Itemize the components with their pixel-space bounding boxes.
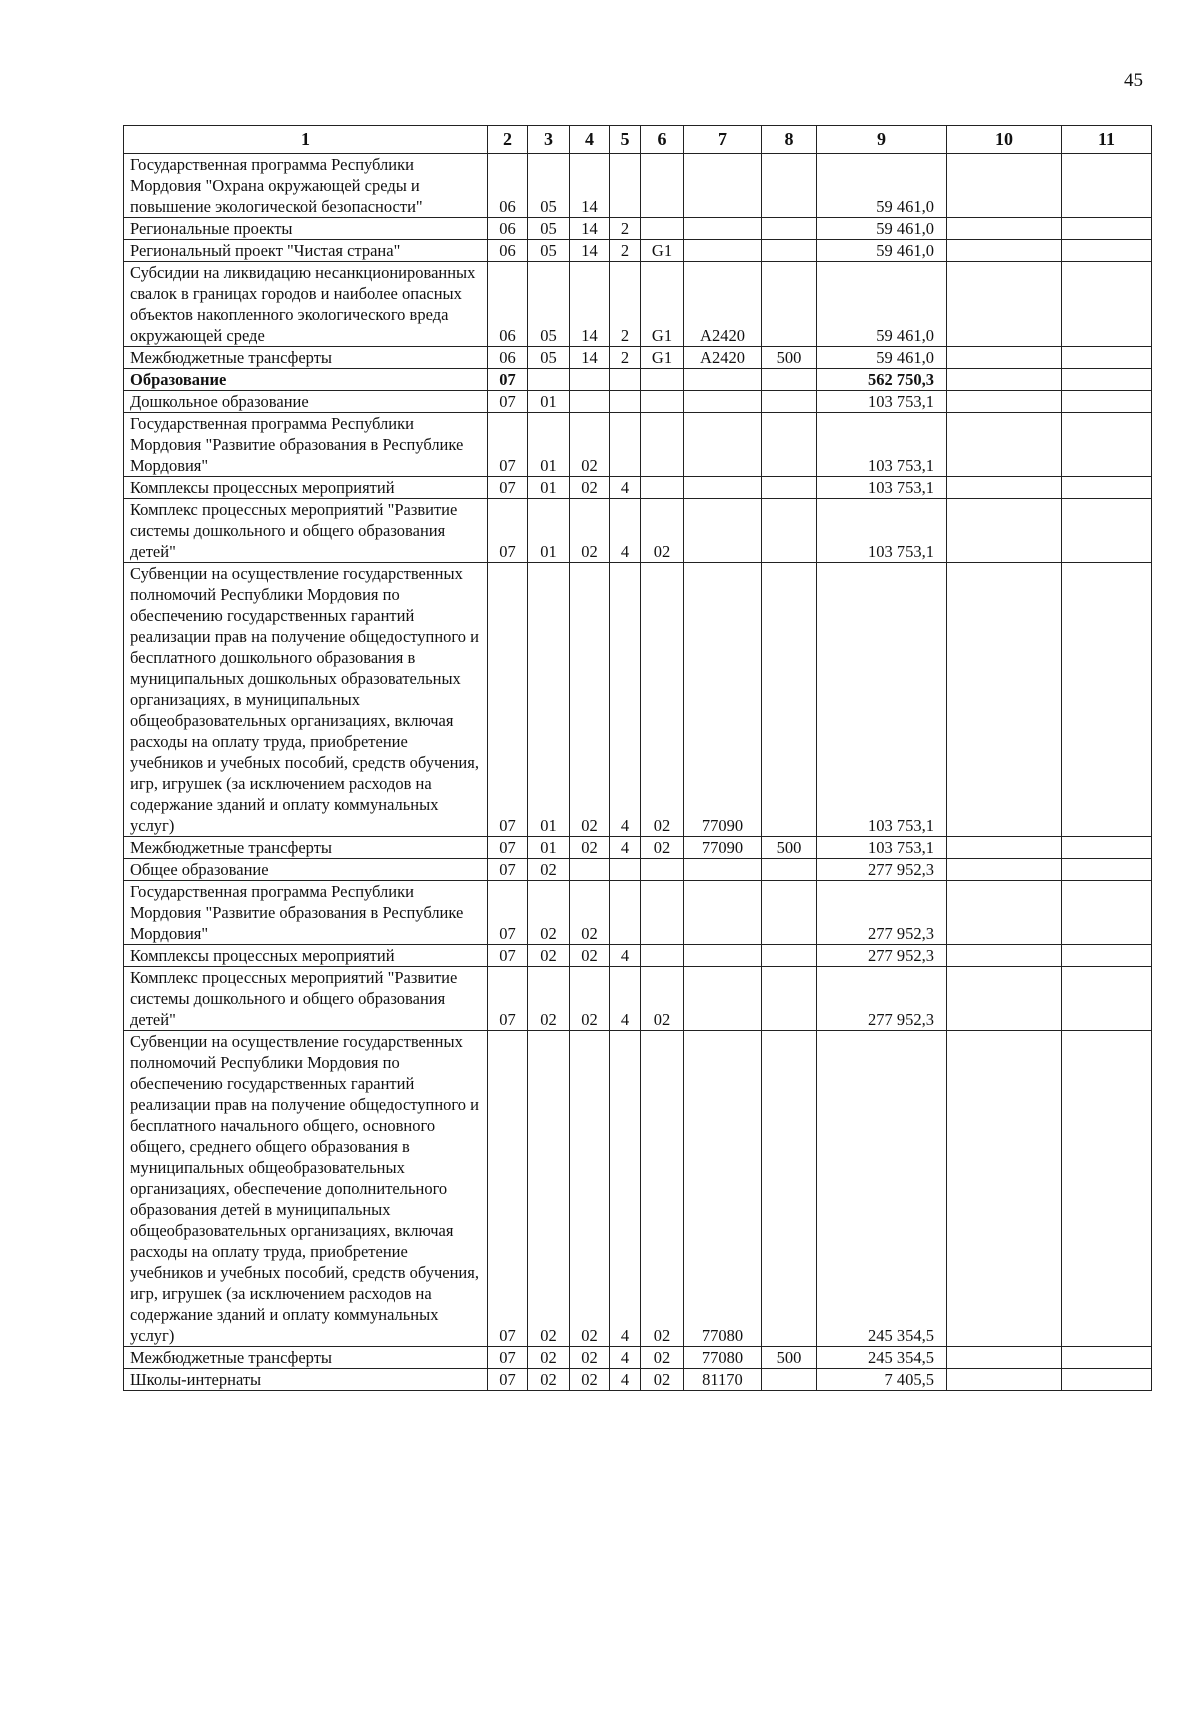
row-name-cell: Комплексы процессных мероприятий <box>124 945 488 967</box>
code-cell <box>684 413 762 477</box>
row-name-cell: Государственная программа Республики Мордовия "Развитие образования в Республике Мордовия" <box>124 881 488 945</box>
page-number: 45 <box>1124 70 1143 91</box>
code-cell: 07 <box>488 369 528 391</box>
code-cell <box>610 413 641 477</box>
code-cell <box>762 881 817 945</box>
code-cell <box>610 154 641 218</box>
code-cell: 02 <box>641 499 684 563</box>
code-cell: 02 <box>570 413 610 477</box>
code-cell <box>762 859 817 881</box>
code-cell: 05 <box>528 218 570 240</box>
amount-cell: 59 461,0 <box>817 240 947 262</box>
code-cell <box>684 859 762 881</box>
code-cell: 02 <box>528 1347 570 1369</box>
table-row <box>124 218 1152 240</box>
row-name-cell: Межбюджетные трансферты <box>124 347 488 369</box>
code-cell <box>947 563 1062 837</box>
code-cell: 07 <box>488 391 528 413</box>
code-cell <box>762 240 817 262</box>
code-cell <box>947 391 1062 413</box>
code-cell <box>762 499 817 563</box>
code-cell <box>641 881 684 945</box>
table-row <box>124 262 1152 347</box>
code-cell: 07 <box>488 1347 528 1369</box>
row-name-cell: Государственная программа Республики Мордовия "Охрана окружающей среды и повышение экологической безопасности" <box>124 154 488 218</box>
code-cell <box>610 391 641 413</box>
code-cell <box>947 347 1062 369</box>
code-cell <box>1062 967 1152 1031</box>
amount-cell: 103 753,1 <box>817 499 947 563</box>
code-cell: 02 <box>528 859 570 881</box>
code-cell <box>947 1031 1062 1347</box>
column-header: 1 <box>124 126 488 154</box>
code-cell: 14 <box>570 154 610 218</box>
row-name-cell: Межбюджетные трансферты <box>124 1347 488 1369</box>
table-row <box>124 1347 1152 1369</box>
code-cell: 02 <box>570 967 610 1031</box>
code-cell <box>1062 859 1152 881</box>
code-cell <box>762 1031 817 1347</box>
row-name-cell: Комплекс процессных мероприятий "Развитие системы дошкольного и общего образования детей" <box>124 967 488 1031</box>
code-cell: 4 <box>610 945 641 967</box>
code-cell: 500 <box>762 1347 817 1369</box>
table-row <box>124 391 1152 413</box>
amount-cell: 103 753,1 <box>817 477 947 499</box>
code-cell: 77080 <box>684 1031 762 1347</box>
table-row <box>124 881 1152 945</box>
code-cell <box>762 967 817 1031</box>
code-cell <box>947 154 1062 218</box>
row-name-cell: Субвенции на осуществление государственных полномочий Республики Мордовия по обеспечению государственных гарантий реализации прав на получение общедоступного и бесплатного дошкольного образования в муниципальных дошкольных образовательных организациях, в муниципальных общеобразовательных организациях, включая расходы на оплату труда, приобретение учебников и учебных пособий, средств обучения, игр, игрушек (за исключением расходов на содержание зданий и оплату коммунальных услуг) <box>124 563 488 837</box>
table-header-row <box>124 126 1152 154</box>
table-row <box>124 477 1152 499</box>
code-cell: 2 <box>610 347 641 369</box>
code-cell: 14 <box>570 240 610 262</box>
code-cell: 06 <box>488 218 528 240</box>
code-cell <box>947 1347 1062 1369</box>
table-row <box>124 563 1152 837</box>
code-cell: 01 <box>528 563 570 837</box>
code-cell <box>684 218 762 240</box>
code-cell <box>684 499 762 563</box>
code-cell: 06 <box>488 347 528 369</box>
code-cell <box>947 837 1062 859</box>
row-name-cell: Субсидии на ликвидацию несанкционированных свалок в границах городов и наиболее опасных объектов накопленного экологического вреда окружающей среде <box>124 262 488 347</box>
code-cell <box>641 477 684 499</box>
column-header: 11 <box>1062 126 1152 154</box>
row-name-cell: Государственная программа Республики Мордовия "Развитие образования в Республике Мордовия" <box>124 413 488 477</box>
code-cell <box>641 391 684 413</box>
code-cell: 02 <box>641 1369 684 1391</box>
code-cell: G1 <box>641 347 684 369</box>
amount-cell: 59 461,0 <box>817 347 947 369</box>
row-name-cell: Дошкольное образование <box>124 391 488 413</box>
code-cell: 4 <box>610 1347 641 1369</box>
code-cell: 02 <box>570 1347 610 1369</box>
code-cell: 2 <box>610 262 641 347</box>
column-header: 2 <box>488 126 528 154</box>
code-cell: 4 <box>610 837 641 859</box>
code-cell <box>947 218 1062 240</box>
amount-cell: 277 952,3 <box>817 859 947 881</box>
amount-cell: 103 753,1 <box>817 413 947 477</box>
code-cell <box>947 262 1062 347</box>
code-cell: 02 <box>641 837 684 859</box>
code-cell <box>947 499 1062 563</box>
code-cell: 500 <box>762 837 817 859</box>
column-header: 8 <box>762 126 817 154</box>
code-cell <box>684 240 762 262</box>
code-cell: 07 <box>488 413 528 477</box>
code-cell: 06 <box>488 154 528 218</box>
code-cell: 4 <box>610 1031 641 1347</box>
column-header: 5 <box>610 126 641 154</box>
code-cell <box>684 945 762 967</box>
code-cell: 4 <box>610 967 641 1031</box>
code-cell <box>1062 563 1152 837</box>
amount-cell: 245 354,5 <box>817 1347 947 1369</box>
code-cell: 01 <box>528 837 570 859</box>
code-cell <box>1062 413 1152 477</box>
code-cell: 07 <box>488 837 528 859</box>
code-cell: 01 <box>528 391 570 413</box>
code-cell: 01 <box>528 499 570 563</box>
code-cell: 07 <box>488 563 528 837</box>
budget-table <box>123 125 1152 1391</box>
code-cell <box>1062 240 1152 262</box>
code-cell: 4 <box>610 499 641 563</box>
table-row <box>124 1031 1152 1347</box>
amount-cell: 59 461,0 <box>817 262 947 347</box>
code-cell: 02 <box>570 837 610 859</box>
column-header: 7 <box>684 126 762 154</box>
code-cell: 4 <box>610 1369 641 1391</box>
code-cell <box>947 859 1062 881</box>
table-row <box>124 859 1152 881</box>
code-cell <box>641 945 684 967</box>
code-cell <box>762 391 817 413</box>
table-row <box>124 413 1152 477</box>
code-cell <box>947 413 1062 477</box>
amount-cell: 59 461,0 <box>817 218 947 240</box>
code-cell <box>610 881 641 945</box>
code-cell: 4 <box>610 563 641 837</box>
code-cell: 07 <box>488 859 528 881</box>
code-cell: G1 <box>641 240 684 262</box>
code-cell: 01 <box>528 413 570 477</box>
row-name-cell: Общее образование <box>124 859 488 881</box>
code-cell <box>762 262 817 347</box>
code-cell <box>762 1369 817 1391</box>
amount-cell: 7 405,5 <box>817 1369 947 1391</box>
column-header: 3 <box>528 126 570 154</box>
code-cell: 02 <box>570 477 610 499</box>
code-cell: 500 <box>762 347 817 369</box>
code-cell <box>947 967 1062 1031</box>
code-cell <box>762 477 817 499</box>
code-cell: 07 <box>488 477 528 499</box>
column-header: 9 <box>817 126 947 154</box>
code-cell: 05 <box>528 347 570 369</box>
code-cell <box>762 369 817 391</box>
code-cell: 02 <box>641 967 684 1031</box>
code-cell <box>528 369 570 391</box>
column-header: 10 <box>947 126 1062 154</box>
code-cell: 77090 <box>684 837 762 859</box>
code-cell: 2 <box>610 218 641 240</box>
code-cell <box>762 945 817 967</box>
code-cell: 77080 <box>684 1347 762 1369</box>
code-cell <box>641 859 684 881</box>
code-cell <box>1062 837 1152 859</box>
code-cell: 02 <box>528 1031 570 1347</box>
code-cell <box>1062 391 1152 413</box>
amount-cell: 59 461,0 <box>817 154 947 218</box>
code-cell <box>1062 1369 1152 1391</box>
amount-cell: 103 753,1 <box>817 563 947 837</box>
code-cell <box>762 563 817 837</box>
code-cell <box>1062 477 1152 499</box>
code-cell: A2420 <box>684 262 762 347</box>
code-cell <box>610 369 641 391</box>
table-row <box>124 499 1152 563</box>
code-cell: 77090 <box>684 563 762 837</box>
column-header: 4 <box>570 126 610 154</box>
code-cell: 01 <box>528 477 570 499</box>
row-name-cell: Региональный проект "Чистая страна" <box>124 240 488 262</box>
code-cell <box>684 369 762 391</box>
code-cell: 02 <box>641 1347 684 1369</box>
code-cell <box>1062 262 1152 347</box>
code-cell: 2 <box>610 240 641 262</box>
column-header: 6 <box>641 126 684 154</box>
amount-cell: 103 753,1 <box>817 837 947 859</box>
code-cell: A2420 <box>684 347 762 369</box>
table-row <box>124 837 1152 859</box>
code-cell: 05 <box>528 262 570 347</box>
code-cell <box>1062 154 1152 218</box>
code-cell: 07 <box>488 881 528 945</box>
code-cell <box>1062 369 1152 391</box>
row-name-cell: Субвенции на осуществление государственных полномочий Республики Мордовия по обеспечению государственных гарантий реализации прав на получение общедоступного и бесплатного начального общего, основного общего, среднего общего образования в муниципальных общеобразовательных организациях, обеспечение дополнительного образования детей в муниципальных общеобразовательных организациях, включая расходы на оплату труда, приобретение учебников и учебных пособий, средств обучения, игр, игрушек (за исключением расходов на содержание зданий и оплату коммунальных услуг) <box>124 1031 488 1347</box>
code-cell: 07 <box>488 967 528 1031</box>
code-cell <box>947 240 1062 262</box>
code-cell <box>641 218 684 240</box>
amount-cell: 277 952,3 <box>817 881 947 945</box>
code-cell: 02 <box>528 967 570 1031</box>
code-cell <box>641 154 684 218</box>
code-cell <box>570 859 610 881</box>
code-cell <box>570 369 610 391</box>
code-cell: 02 <box>570 563 610 837</box>
code-cell <box>947 369 1062 391</box>
code-cell: 02 <box>641 563 684 837</box>
code-cell: 02 <box>528 945 570 967</box>
code-cell <box>762 154 817 218</box>
table-body <box>124 154 1152 1391</box>
code-cell <box>684 154 762 218</box>
table-row <box>124 967 1152 1031</box>
code-cell: 05 <box>528 240 570 262</box>
code-cell: 07 <box>488 1369 528 1391</box>
code-cell: 02 <box>528 881 570 945</box>
code-cell <box>762 218 817 240</box>
code-cell <box>684 391 762 413</box>
row-name-cell: Образование <box>124 369 488 391</box>
code-cell: 4 <box>610 477 641 499</box>
code-cell: 02 <box>570 881 610 945</box>
amount-cell: 245 354,5 <box>817 1031 947 1347</box>
code-cell <box>1062 499 1152 563</box>
code-cell <box>1062 347 1152 369</box>
code-cell: 07 <box>488 945 528 967</box>
code-cell <box>947 945 1062 967</box>
code-cell <box>570 391 610 413</box>
code-cell <box>1062 881 1152 945</box>
amount-cell: 277 952,3 <box>817 967 947 1031</box>
code-cell: 14 <box>570 218 610 240</box>
code-cell: 02 <box>570 945 610 967</box>
code-cell: 14 <box>570 262 610 347</box>
code-cell: 06 <box>488 240 528 262</box>
code-cell: 05 <box>528 154 570 218</box>
code-cell <box>1062 1347 1152 1369</box>
code-cell: 02 <box>570 499 610 563</box>
code-cell: 07 <box>488 1031 528 1347</box>
code-cell <box>947 1369 1062 1391</box>
code-cell <box>1062 945 1152 967</box>
code-cell: 14 <box>570 347 610 369</box>
code-cell: 02 <box>528 1369 570 1391</box>
amount-cell: 103 753,1 <box>817 391 947 413</box>
code-cell: G1 <box>641 262 684 347</box>
row-name-cell: Комплекс процессных мероприятий "Развитие системы дошкольного и общего образования детей" <box>124 499 488 563</box>
table-row <box>124 154 1152 218</box>
row-name-cell: Межбюджетные трансферты <box>124 837 488 859</box>
code-cell: 81170 <box>684 1369 762 1391</box>
row-name-cell: Комплексы процессных мероприятий <box>124 477 488 499</box>
code-cell <box>684 881 762 945</box>
table-row <box>124 369 1152 391</box>
code-cell <box>947 477 1062 499</box>
code-cell <box>762 413 817 477</box>
code-cell: 07 <box>488 499 528 563</box>
table-row <box>124 347 1152 369</box>
code-cell: 02 <box>641 1031 684 1347</box>
row-name-cell: Региональные проекты <box>124 218 488 240</box>
amount-cell: 562 750,3 <box>817 369 947 391</box>
code-cell <box>610 859 641 881</box>
code-cell: 06 <box>488 262 528 347</box>
table-row <box>124 240 1152 262</box>
code-cell: 02 <box>570 1369 610 1391</box>
code-cell <box>684 477 762 499</box>
table-row <box>124 1369 1152 1391</box>
row-name-cell: Школы-интернаты <box>124 1369 488 1391</box>
code-cell <box>1062 1031 1152 1347</box>
code-cell <box>684 967 762 1031</box>
code-cell: 02 <box>570 1031 610 1347</box>
table-row <box>124 945 1152 967</box>
code-cell <box>947 881 1062 945</box>
code-cell <box>1062 218 1152 240</box>
code-cell <box>641 413 684 477</box>
amount-cell: 277 952,3 <box>817 945 947 967</box>
code-cell <box>641 369 684 391</box>
